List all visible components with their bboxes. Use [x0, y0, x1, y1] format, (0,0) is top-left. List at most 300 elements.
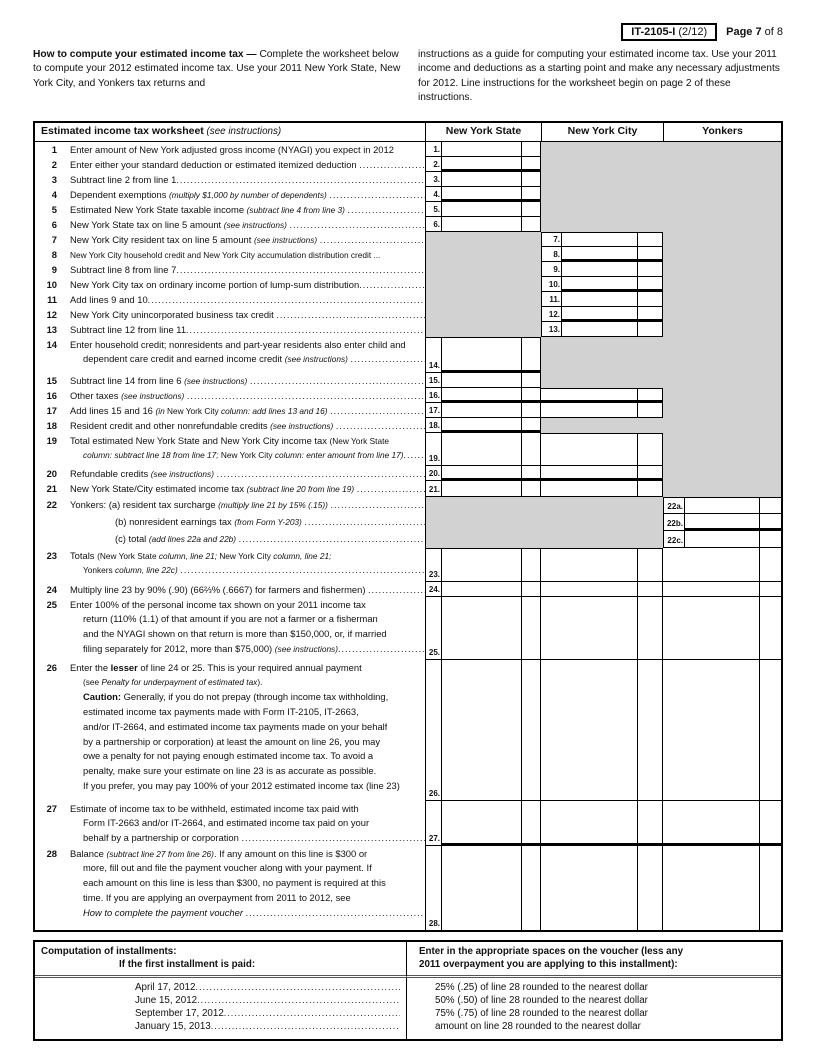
- worksheet-row-20: [35, 466, 781, 481]
- amount-field[interactable]: [442, 157, 521, 169]
- dotted-leader: [336, 419, 425, 433]
- amount-field[interactable]: [541, 549, 637, 581]
- label-text: column: add lines 13 and 16): [220, 405, 328, 416]
- cell-new-york-state: [426, 232, 541, 247]
- line-number: 17: [46, 404, 57, 416]
- entry-box: [663, 597, 781, 660]
- amount-field[interactable]: [442, 187, 521, 199]
- installment-dates: [35, 978, 407, 1040]
- label-line: [35, 143, 425, 157]
- label-text: (in: [155, 405, 168, 416]
- label-line: [35, 434, 425, 449]
- label-text: lesser: [110, 661, 138, 673]
- cents-field[interactable]: [759, 660, 781, 800]
- label-line: [35, 498, 425, 513]
- amount-field[interactable]: [562, 277, 637, 289]
- cents-field[interactable]: [521, 388, 540, 400]
- label-text: return (110% (1.1) of that amount if you are not a farmer or a fisherman: [83, 613, 378, 625]
- entry-box: [441, 660, 540, 801]
- amount-field[interactable]: [442, 597, 521, 659]
- entry-box: [663, 660, 781, 801]
- cents-field[interactable]: [637, 846, 662, 930]
- amount-field[interactable]: [442, 388, 521, 400]
- label-line: [35, 323, 425, 337]
- row-label: [35, 582, 426, 597]
- cents-field[interactable]: [637, 481, 662, 496]
- amount-field[interactable]: [442, 403, 521, 417]
- amount-field[interactable]: [562, 247, 637, 259]
- row-label: [35, 514, 426, 531]
- box-line-number: 22c.: [664, 531, 684, 548]
- entry-box: [441, 142, 540, 157]
- line-number: 27: [46, 802, 57, 814]
- label-line: [35, 906, 425, 921]
- worksheet-table: [33, 121, 783, 932]
- cell-yonkers: [663, 433, 781, 466]
- amount-field[interactable]: [663, 846, 759, 930]
- label-text: (New York State: [97, 550, 159, 561]
- cents-field[interactable]: [759, 846, 781, 930]
- cell-new-york-state: [426, 497, 541, 514]
- label-text: Add lines 15 and 16: [70, 404, 156, 416]
- worksheet-row-3: [35, 172, 781, 187]
- box-line-number: 12.: [542, 307, 561, 322]
- box-line-number: 10.: [542, 277, 561, 292]
- label-text: Enter either your standard deduction or estimated itemized deduction: [70, 158, 360, 170]
- label-text: (multiply $1,000 by number of dependents): [169, 189, 327, 200]
- row-label: [35, 433, 426, 466]
- worksheet-row-9: [35, 262, 781, 277]
- cents-field[interactable]: [637, 307, 662, 319]
- label-text: column, line 21;: [158, 550, 220, 561]
- entry-box: [441, 549, 540, 582]
- label-text: (b) nonresident earnings tax: [115, 515, 235, 527]
- line-number: 10: [46, 278, 57, 290]
- amount-field[interactable]: [685, 498, 759, 513]
- column-header-yonkers: Yonkers: [663, 123, 781, 141]
- entry-box: [441, 373, 540, 388]
- dotted-leader: [211, 1020, 400, 1033]
- entry-box: [441, 433, 540, 466]
- cell-new-york-city: [541, 403, 663, 418]
- cents-field[interactable]: [637, 597, 662, 659]
- entry-box: [441, 582, 540, 597]
- dotted-leader: [195, 981, 400, 994]
- amount-field[interactable]: [442, 418, 521, 430]
- amount-field[interactable]: [442, 172, 521, 186]
- box-line-number: 23.: [426, 549, 441, 582]
- label-line: [35, 675, 425, 690]
- row-label: [35, 202, 426, 217]
- entry-box: [561, 322, 662, 337]
- cell-new-york-state: [426, 660, 541, 801]
- cell-new-york-city: [541, 262, 663, 277]
- amount-field[interactable]: [442, 433, 521, 465]
- entry-box: [541, 846, 662, 930]
- worksheet-row-13: [35, 322, 781, 337]
- cell-new-york-city: [541, 202, 663, 217]
- cell-yonkers: [663, 497, 781, 514]
- amount-field[interactable]: [663, 582, 759, 596]
- label-line: [35, 532, 425, 547]
- label-line: [35, 661, 425, 676]
- box-line-number: 2.: [426, 157, 441, 172]
- label-line: [35, 816, 425, 831]
- entry-box: [441, 187, 540, 202]
- dotted-leader: [404, 448, 425, 463]
- entry-box: [441, 481, 540, 497]
- row-label: [35, 142, 426, 157]
- worksheet-row-15: [35, 373, 781, 388]
- amount-field[interactable]: [442, 202, 521, 216]
- worksheet-row-14: [35, 337, 781, 373]
- cents-field[interactable]: [637, 434, 662, 465]
- cell-new-york-city: [541, 660, 663, 801]
- installments-right-header: Enter in the appropriate spaces on the voucher (less any 2011 overpayment you are applying to this installment):: [407, 942, 781, 978]
- line-number: 24: [46, 583, 57, 595]
- line-number: 3: [51, 173, 57, 185]
- cell-new-york-city: [541, 514, 663, 531]
- label-line: [35, 764, 425, 779]
- dotted-leader: [290, 218, 425, 232]
- cell-yonkers: [663, 466, 781, 481]
- label-line: [35, 352, 425, 367]
- label-line: [35, 248, 425, 262]
- cell-new-york-state: [426, 481, 541, 497]
- cents-field[interactable]: [521, 549, 540, 581]
- row-label: [35, 418, 426, 433]
- cell-new-york-state: [426, 157, 541, 172]
- box-line-number: 13.: [542, 322, 561, 337]
- cents-field[interactable]: [521, 597, 540, 659]
- amount-field[interactable]: [442, 142, 521, 156]
- entry-box: [663, 548, 781, 582]
- box-line-number: 1.: [426, 142, 441, 157]
- line-number: 25: [46, 598, 57, 610]
- cell-yonkers: [663, 660, 781, 801]
- label-text: Penalty for underpayment of estimated tax: [101, 677, 258, 688]
- label-line: [35, 173, 425, 187]
- amount-field[interactable]: [541, 481, 637, 496]
- cell-new-york-city: [541, 172, 663, 187]
- label-text: Multiply line 23 by 90% (.90) (66⅔% (.6667) for farmers and fishermen): [70, 583, 369, 595]
- worksheet-row-sub: [35, 531, 781, 548]
- amount-field[interactable]: [663, 597, 759, 659]
- cents-field[interactable]: [637, 549, 662, 581]
- row-label: [35, 247, 426, 262]
- worksheet-row-25: [35, 597, 781, 660]
- entry-box: [561, 233, 662, 247]
- box-line-number: 11.: [542, 292, 561, 307]
- amount-field[interactable]: [685, 531, 759, 547]
- amount-field[interactable]: [442, 549, 521, 581]
- amount-field[interactable]: [442, 846, 521, 930]
- cents-field[interactable]: [759, 597, 781, 659]
- worksheet-row-10: [35, 277, 781, 292]
- installment-date-row: September 17, 2012 .....: [35, 1007, 406, 1020]
- dotted-leader: [246, 906, 425, 921]
- worksheet-row-5: [35, 202, 781, 217]
- cents-field[interactable]: [637, 292, 662, 306]
- worksheet-row-24: [35, 582, 781, 597]
- label-line: [35, 482, 425, 497]
- line-number: 26: [46, 661, 57, 673]
- line-number: 6: [51, 218, 57, 230]
- label-line: [35, 876, 425, 891]
- cell-new-york-city: [541, 232, 663, 247]
- label-line: [35, 847, 425, 862]
- entry-box: [541, 660, 662, 801]
- cents-field[interactable]: [637, 389, 662, 400]
- installments-left-header: [35, 942, 407, 978]
- dotted-leader: [347, 203, 425, 217]
- label-text: Subtract line 12 from line 11: [70, 323, 187, 335]
- cents-field[interactable]: [759, 514, 781, 528]
- cents-field[interactable]: [637, 233, 662, 246]
- box-line-number: 20.: [426, 466, 441, 481]
- column-header-nys: New York State: [445, 124, 522, 137]
- cell-new-york-state: [426, 337, 541, 373]
- cell-yonkers: [663, 801, 781, 846]
- line-number: 23: [46, 549, 57, 561]
- amount-field[interactable]: [541, 389, 637, 400]
- label-text: filing separately for 2012, more than $75,000): [83, 643, 275, 655]
- amount-field[interactable]: [442, 466, 521, 478]
- cents-field[interactable]: [637, 660, 662, 800]
- cents-field[interactable]: [759, 582, 781, 596]
- amount-field[interactable]: [442, 217, 521, 231]
- cell-yonkers: [663, 142, 781, 157]
- cell-new-york-city: [541, 548, 663, 582]
- installments-subtitle: If the first installment is paid:: [119, 958, 256, 970]
- cell-new-york-state: [426, 388, 541, 403]
- amount-field[interactable]: [442, 373, 521, 387]
- cents-field[interactable]: [521, 582, 540, 596]
- amount-field[interactable]: [685, 514, 759, 528]
- worksheet-row-11: [35, 292, 781, 307]
- amount-field[interactable]: [442, 481, 521, 496]
- line-number: 18: [46, 419, 57, 431]
- amount-field[interactable]: [442, 801, 521, 843]
- installment-date-row: June 15, 2012 .....: [35, 994, 406, 1007]
- label-line: [35, 188, 425, 202]
- cents-field[interactable]: [521, 338, 540, 370]
- amount-field[interactable]: [562, 322, 637, 336]
- label-text: (see instructions): [121, 390, 185, 401]
- cents-field[interactable]: [521, 142, 540, 156]
- amount-field[interactable]: [541, 660, 637, 800]
- cents-field[interactable]: [521, 187, 540, 199]
- cell-yonkers: [663, 373, 781, 388]
- label-line: [35, 831, 425, 845]
- box-line-number: 15.: [426, 373, 441, 388]
- cents-field[interactable]: [521, 660, 540, 800]
- row-label: [35, 548, 426, 582]
- cents-field[interactable]: [637, 466, 662, 478]
- cents-field[interactable]: [637, 403, 662, 417]
- cents-field[interactable]: [759, 548, 781, 581]
- amount-field[interactable]: [562, 292, 637, 306]
- label-line: [35, 690, 425, 705]
- label-text: (multiply line 21 by 15% (.15)): [218, 499, 328, 510]
- label-text: Estimate of income tax to be withheld, estimated income tax paid with: [70, 802, 359, 814]
- box-line-number: 3.: [426, 172, 441, 187]
- label-text: column, line 21;: [273, 550, 332, 561]
- dotted-leader: [250, 374, 425, 388]
- label-text: time. If you are applying an overpayment from 2011 to 2012, see: [83, 892, 351, 904]
- label-text: Dependent exemptions: [70, 188, 170, 200]
- cell-yonkers: [663, 846, 781, 930]
- amount-field[interactable]: [663, 801, 759, 843]
- header-row: [0, 23, 783, 41]
- entry-box: [441, 846, 540, 930]
- dotted-leader: [224, 1007, 400, 1020]
- cell-new-york-state: [426, 292, 541, 307]
- row-label: [35, 322, 426, 337]
- cents-field[interactable]: [759, 498, 781, 513]
- line-number: 19: [46, 434, 57, 446]
- cell-new-york-city: [541, 846, 663, 930]
- cell-new-york-state: [426, 202, 541, 217]
- cents-field[interactable]: [521, 418, 540, 430]
- label-text: (see instructions): [274, 644, 338, 655]
- cents-field[interactable]: [521, 202, 540, 216]
- entry-box: [441, 801, 540, 846]
- installment-amount-row: 50% (.50) of line 28 rounded to the nearest dollar: [435, 994, 648, 1006]
- label-text: New York City resident tax on line 5 amount: [70, 233, 254, 245]
- amount-field[interactable]: [562, 262, 637, 276]
- label-line: [35, 705, 425, 720]
- cents-field[interactable]: [521, 172, 540, 186]
- amount-field[interactable]: [541, 582, 637, 596]
- form-code: IT-2105-I: [631, 26, 676, 38]
- amount-field[interactable]: [541, 846, 637, 930]
- label-text: estimated income tax payments made with Form IT-2105, IT-2663,: [83, 706, 359, 718]
- worksheet-header: [35, 123, 781, 142]
- label-line: [35, 374, 425, 388]
- cents-field[interactable]: [637, 801, 662, 843]
- worksheet-row-17: [35, 403, 781, 418]
- label-text: Balance: [70, 847, 107, 859]
- label-line: [35, 583, 425, 597]
- row-label: [35, 846, 426, 930]
- intro-text: [33, 48, 783, 106]
- cents-field[interactable]: [521, 846, 540, 930]
- entry-box: [684, 514, 781, 531]
- cents-field[interactable]: [637, 277, 662, 289]
- label-text: . If any amount on this line is $300 or: [213, 847, 368, 859]
- row-label: [35, 660, 426, 801]
- amount-field[interactable]: [541, 466, 637, 478]
- entry-box: [561, 247, 662, 262]
- worksheet-row-27: [35, 801, 781, 846]
- entry-box: [541, 549, 662, 582]
- cents-field[interactable]: [759, 801, 781, 843]
- label-text: penalty, make sure your estimate on line 23 is as accurate as possible.: [83, 765, 377, 777]
- cell-new-york-state: [426, 597, 541, 660]
- cell-new-york-city: [541, 322, 663, 337]
- cents-field[interactable]: [521, 403, 540, 417]
- cents-field[interactable]: [521, 433, 540, 465]
- label-text: Enter 100% of the personal income tax shown on your 2011 income tax: [70, 598, 366, 610]
- amount-field[interactable]: [663, 660, 759, 800]
- cents-field[interactable]: [521, 801, 540, 843]
- amount-field[interactable]: [442, 582, 521, 596]
- installments-section: [33, 940, 783, 1042]
- dotted-leader: [187, 389, 425, 403]
- amount-field[interactable]: [541, 801, 637, 843]
- cell-new-york-city: [541, 157, 663, 172]
- amount-field[interactable]: [541, 403, 637, 417]
- cents-field[interactable]: [521, 466, 540, 478]
- entry-box: [663, 846, 781, 930]
- installment-amount-row: 25% (.25) of line 28 rounded to the nearest dollar: [435, 981, 648, 993]
- line-number: 28: [46, 847, 57, 859]
- cell-new-york-city: [541, 142, 663, 157]
- label-text: (see instructions): [253, 234, 318, 245]
- amount-field[interactable]: [442, 660, 521, 800]
- cents-field[interactable]: [521, 373, 540, 387]
- label-text: New York City tax on ordinary income portion of lump-sum distribution: [70, 278, 360, 290]
- cents-field[interactable]: [759, 531, 781, 547]
- cell-new-york-city: [541, 247, 663, 262]
- row-label: [35, 337, 426, 373]
- entry-box: [684, 531, 781, 548]
- cell-new-york-city: [541, 217, 663, 232]
- cents-field[interactable]: [637, 247, 662, 259]
- cents-field[interactable]: [521, 217, 540, 231]
- cell-yonkers: [663, 597, 781, 660]
- cell-yonkers: [663, 531, 781, 548]
- row-label: [35, 466, 426, 481]
- line-number: 15: [46, 374, 57, 386]
- installment-amount-row: amount on line 28 rounded to the nearest dollar: [435, 1021, 641, 1033]
- cents-field[interactable]: [637, 582, 662, 596]
- dotted-leader: [176, 263, 425, 277]
- worksheet-row-23: [35, 548, 781, 582]
- amount-field[interactable]: [562, 307, 637, 319]
- label-text: Form IT-2663 and/or IT-2664, and estimated income tax paid on your: [83, 817, 370, 829]
- cents-field[interactable]: [637, 322, 662, 336]
- worksheet-row-4: [35, 187, 781, 202]
- amount-field[interactable]: [541, 597, 637, 659]
- cell-new-york-state: [426, 418, 541, 433]
- line-number: 9: [51, 263, 57, 275]
- amount-field[interactable]: [442, 338, 521, 370]
- label-line: [35, 203, 425, 217]
- box-line-number: 5.: [426, 202, 441, 217]
- cell-yonkers: [663, 307, 781, 322]
- label-text: If you prefer, you may pay 100% of your 2012 estimated income tax (line 23): [83, 780, 400, 791]
- cell-new-york-state: [426, 514, 541, 531]
- cell-yonkers: [663, 157, 781, 172]
- cents-field[interactable]: [521, 481, 540, 496]
- label-text: ).: [257, 677, 263, 688]
- amount-field[interactable]: [541, 434, 637, 465]
- cell-new-york-state: [426, 846, 541, 930]
- amount-field[interactable]: [663, 548, 759, 581]
- box-line-number: 26.: [426, 660, 441, 801]
- cents-field[interactable]: [521, 157, 540, 169]
- amount-field[interactable]: [562, 233, 637, 246]
- label-text: more, fill out and file the payment voucher along with your payment. If: [83, 862, 372, 874]
- cents-field[interactable]: [637, 262, 662, 276]
- cell-yonkers: [663, 292, 781, 307]
- installment-amounts: [407, 978, 781, 1040]
- dotted-leader: [359, 158, 425, 172]
- label-text: Enter household credit; nonresidents and part-year residents also enter child and: [70, 338, 406, 350]
- cell-yonkers: [663, 217, 781, 232]
